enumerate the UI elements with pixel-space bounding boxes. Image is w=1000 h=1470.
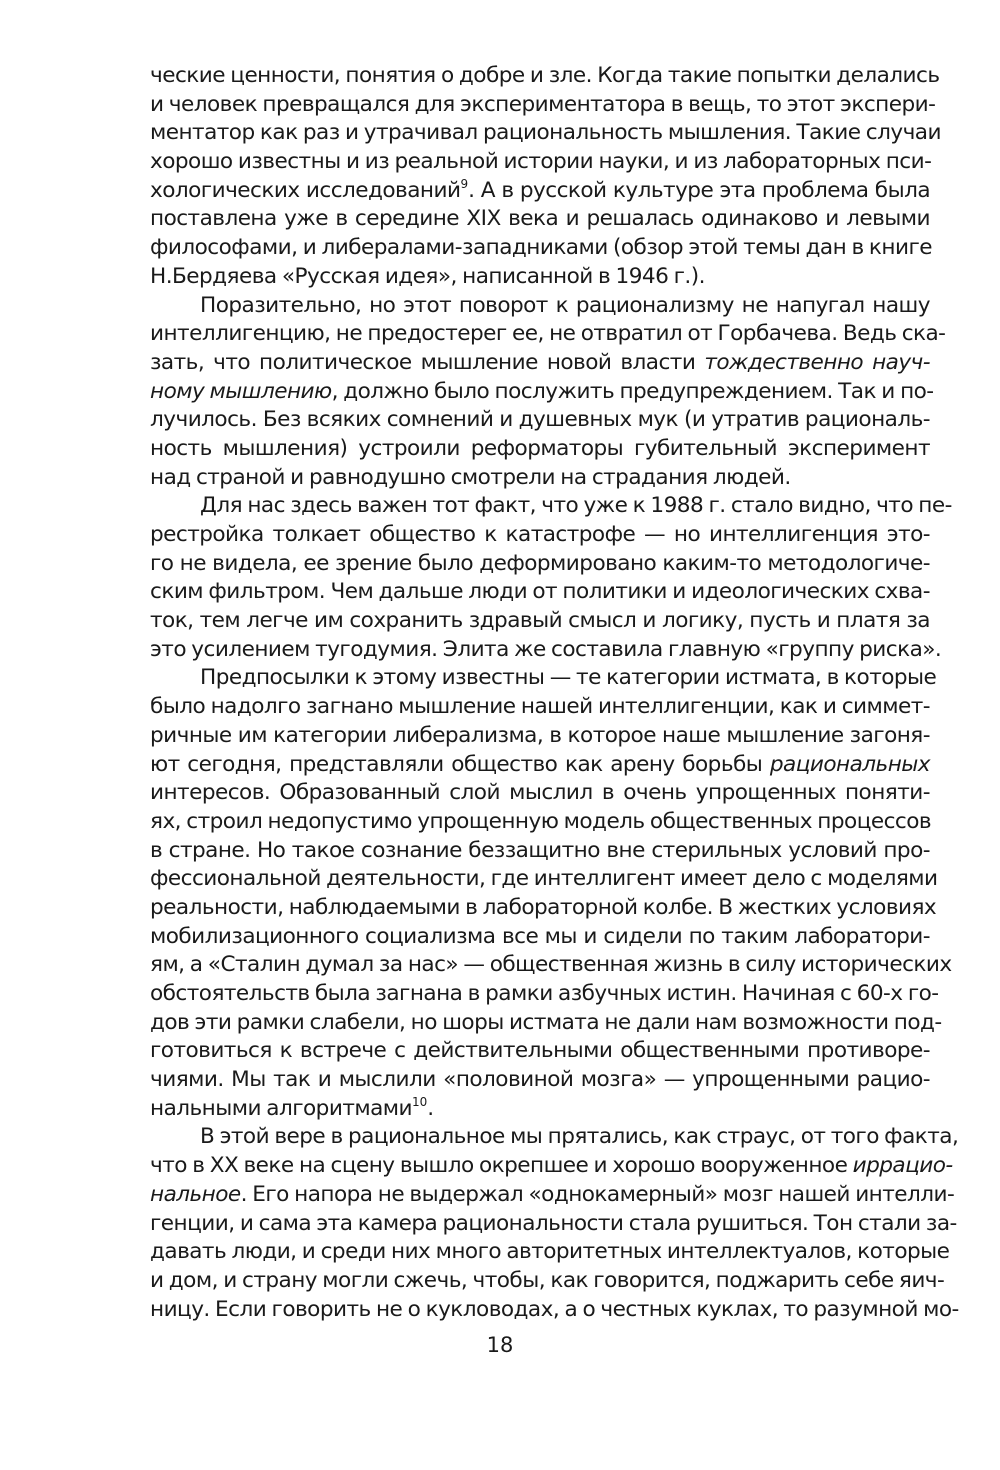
text-line: ричные им категории либерализма, в которое наше мышление загоня- xyxy=(150,722,930,748)
text-line: ницу. Если говорить не о кукловодах, а о честных куклах, то разумной мо- xyxy=(150,1296,959,1322)
text-line: дов эти рамки слабели, но шоры истмата не дали нам возможности под- xyxy=(150,1009,942,1035)
text-line xyxy=(150,1152,953,1181)
text-line: хорошо известны и из реальной истории науки, и из лабораторных пси- xyxy=(150,149,932,175)
text-line: Поразительно, но этот поворот к рационализму не напугал нашу xyxy=(200,292,930,318)
text-segment: нальными алгоритмами xyxy=(150,1095,412,1121)
text-line: В этой вере в рациональное мы прятались, как страус, от того факта, xyxy=(200,1124,959,1150)
text-line: ток, тем легче им сохранить здравый смысл и логику, пусть и платя за xyxy=(150,608,930,634)
text-line: это усилением тугодумия. Элита же составила главную «группу риска». xyxy=(150,636,942,662)
text-line: ях, строил недопустимо упрощенную модель общественных процессов xyxy=(150,808,932,834)
footnote-marker[interactable]: 10 xyxy=(412,1094,428,1109)
footnote-marker[interactable]: 9 xyxy=(460,176,469,191)
text-line: ность мышления) устроили реформаторы губительный эксперимент xyxy=(150,435,930,461)
text-segment: хологических исследований xyxy=(150,177,461,203)
italic-text: ному мышлению xyxy=(150,378,332,404)
text-line: и человек превращался для экспериментатора в вещь, то этот экспери- xyxy=(150,91,936,117)
italic-text: рациональных xyxy=(769,751,930,777)
text-line: ческие ценности, понятия о добре и зле. Когда такие попытки делались xyxy=(150,63,940,88)
text-line: фессиональной деятельности, где интеллигент имеет дело с моделями xyxy=(150,866,938,892)
italic-text: иррацио- xyxy=(852,1153,953,1179)
text-line: реальности, наблюдаемыми в лабораторной колбе. В жестких условиях xyxy=(150,894,937,920)
text-line: ментатор как раз и утрачивал рациональность мышления. Такие случаи xyxy=(150,120,941,146)
text-line: ским фильтром. Чем дальше люди от политики и идеологических схва- xyxy=(150,579,930,605)
text-line: интеллигенцию, не предостерег ее, не отвратил от Горбачева. Ведь ска- xyxy=(150,321,946,347)
text-segment: , должно было послужить предупреждением. Так и по- xyxy=(331,378,934,404)
text-line xyxy=(150,1181,955,1210)
text-segment: . Его напора не выдержал «однокамерный» мозг нашей интелли- xyxy=(240,1181,955,1207)
text-line: в стране. Но такое сознание беззащитно вне стерильных условий про- xyxy=(150,837,930,863)
text-line: и дом, и страну могли сжечь, чтобы, как говорится, поджарить себе яич- xyxy=(150,1267,945,1293)
italic-text: тождественно науч- xyxy=(704,349,930,375)
text-line xyxy=(150,751,930,780)
text-line: рестройка толкает общество к катастрофе — но интеллигенция это- xyxy=(150,522,930,547)
text-line: чиями. Мы так и мыслили «половиной мозга» — упрощенными рацио- xyxy=(150,1067,930,1093)
text-line: готовиться к встрече с действительными общественными противоре- xyxy=(150,1038,930,1064)
text-line: над страной и равнодушно смотрели на страдания людей. xyxy=(150,464,791,490)
text-line: го не видела, ее зрение было деформировано каким-то методологиче- xyxy=(150,550,930,576)
page-number: 18 xyxy=(486,1333,514,1357)
page-body xyxy=(150,62,959,1324)
text-segment: . xyxy=(427,1095,434,1121)
text-line: философами, и либералами-западниками (обзор этой темы дан в книге xyxy=(150,235,933,261)
text-line: Предпосылки к этому известны — те категории истмата, в которые xyxy=(200,665,937,691)
text-line: давать люди, и среди них много авторитетных интеллектуалов, которые xyxy=(150,1239,950,1265)
text-line: интересов. Образованный слой мыслил в очень упрощенных поняти- xyxy=(150,780,930,806)
text-line: обстоятельств была загнана в рамки азбучных истин. Начиная с 60-х го- xyxy=(150,981,939,1006)
text-line xyxy=(150,378,934,407)
text-line: Для нас здесь важен тот факт, что уже к 1988 г. стало видно, что пе- xyxy=(200,493,952,519)
text-segment: . А в русской культуре эта проблема была xyxy=(468,177,931,203)
text-line: генции, и сама эта камера рациональности стала рушиться. Тон стали за- xyxy=(150,1210,957,1236)
text-line: Н.Бердяева «Русская идея», написанной в 1946 г.). xyxy=(150,263,705,289)
text-line: было надолго загнано мышление нашей интеллигенции, как и симмет- xyxy=(150,694,930,720)
text-line: мобилизационного социализма все мы и сидели по таким лаборатори- xyxy=(150,923,930,949)
text-line: поставлена уже в середине XIX века и решалась одинаково и левыми xyxy=(150,206,930,232)
text-segment: ют сегодня, представляли общество как арену борьбы xyxy=(150,751,770,777)
text-line: лучилось. Без всяких сомнений и душевных мук (и утратив рациональ- xyxy=(150,407,930,433)
text-segment: что в XX веке на сцену вышло окрепшее и хорошо вооруженное xyxy=(150,1153,853,1179)
italic-text: нальное xyxy=(150,1181,241,1207)
text-segment: зать, что политическое мышление новой власти xyxy=(150,349,705,375)
text-line xyxy=(150,1095,930,1124)
text-line: ям, а «Сталин думал за нас» — общественная жизнь в силу исторических xyxy=(150,952,952,978)
text-line xyxy=(150,349,930,378)
text-line xyxy=(150,177,930,206)
